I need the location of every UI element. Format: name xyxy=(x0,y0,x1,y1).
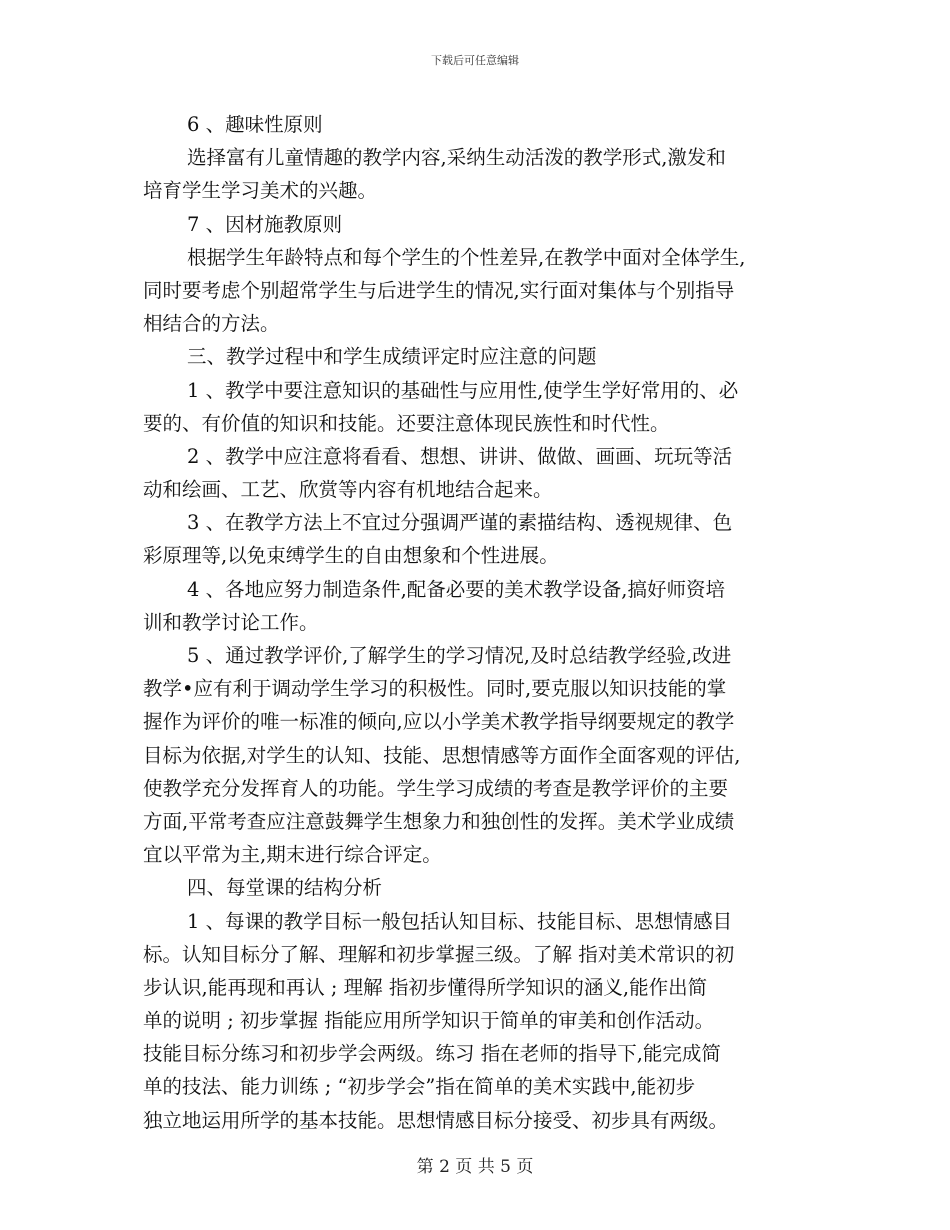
text-line: 培育学生学习美术的兴趣。 xyxy=(143,179,378,203)
document-body xyxy=(143,108,813,1137)
text-line: 步认识,能再现和再认 ; 理解 指初步懂得所学知识的涵义,能作出简 xyxy=(143,975,708,999)
text-line: 7 、因材施教原则 xyxy=(187,212,343,236)
text-line: 选择富有儿童情趣的教学内容,采纳生动活泼的教学形式,激发和 xyxy=(187,146,726,170)
text-line: 单的说明 ; 初步掌握 指能应用所学知识于简单的审美和创作活动。 xyxy=(143,1009,715,1033)
text-line: 1 、教学中要注意知识的基础性与应用性,使学生学好常用的、必 xyxy=(187,378,739,402)
text-line: 动和绘画、工艺、欣赏等内容有机地结合起来。 xyxy=(143,478,553,502)
text-line: 四、每堂课的结构分析 xyxy=(187,876,383,900)
text-line: 单的技法、能力训练 ; “初步学会”指在简单的美术实践中,能初步 xyxy=(143,1075,696,1099)
text-line: 同时要考虑个别超常学生与后进学生的情况,实行面对集体与个别指导 xyxy=(143,278,735,302)
text-line: 2 、教学中应注意将看看、想想、讲讲、做做、画画、玩玩等活 xyxy=(187,444,733,468)
text-line: 根据学生年龄特点和每个学生的个性差异,在教学中面对全体学生, xyxy=(187,245,746,269)
text-line: 相结合的方法。 xyxy=(143,312,280,336)
text-line: 教学•应有利于调动学生学习的积极性。同时,要克服以知识技能的掌 xyxy=(143,677,727,701)
text-line: 要的、有价值的知识和技能。还要注意体现民族性和时代性。 xyxy=(143,411,670,435)
text-line: 三、教学过程中和学生成绩评定时应注意的问题 xyxy=(187,345,597,369)
text-line: 训和教学讨论工作。 xyxy=(143,610,319,634)
text-line: 方面,平常考查应注意鼓舞学生想象力和独创性的发挥。美术学业成绩 xyxy=(143,809,735,833)
text-line: 6 、趣味性原则 xyxy=(187,113,323,136)
text-line: 标。认知目标分了解、理解和初步掌握三级。了解 指对美术常识的初 xyxy=(143,942,735,966)
text-line: 目标为依据,对学生的认知、技能、思想情感等方面作全面客观的评估, xyxy=(143,743,741,767)
text-line: 使教学充分发挥育人的功能。学生学习成绩的考查是教学评价的主要 xyxy=(143,776,729,800)
page-header: 下载后可任意编辑 xyxy=(431,54,519,67)
text-line: 4 、各地应努力制造条件,配备必要的美术教学设备,搞好师资培 xyxy=(187,577,726,601)
text-line: 3 、在教学方法上不宜过分强调严谨的素描结构、透视规律、色 xyxy=(187,511,733,535)
text-line: 5 、通过教学评价,了解学生的学习情况,及时总结教学经验,改进 xyxy=(187,644,732,667)
text-line: 宜以平常为主,期末进行综合评定。 xyxy=(143,843,442,867)
page-footer: 第 2 页 共 5 页 xyxy=(416,1157,534,1177)
text-line: 1 、每课的教学目标一般包括认知目标、技能目标、思想情感目 xyxy=(187,909,733,933)
text-line: 技能目标分练习和初步学会两级。练习 指在老师的指导下,能完成简 xyxy=(143,1042,721,1066)
text-line: 独立地运用所学的基本技能。思想情感目标分接受、初步具有两级。 xyxy=(143,1108,729,1132)
text-line: 彩原理等,以免束缚学生的自由想象和个性进展。 xyxy=(143,544,559,568)
text-line: 握作为评价的唯一标准的倾向,应以小学美术教学指导纲要规定的教学 xyxy=(143,710,735,734)
